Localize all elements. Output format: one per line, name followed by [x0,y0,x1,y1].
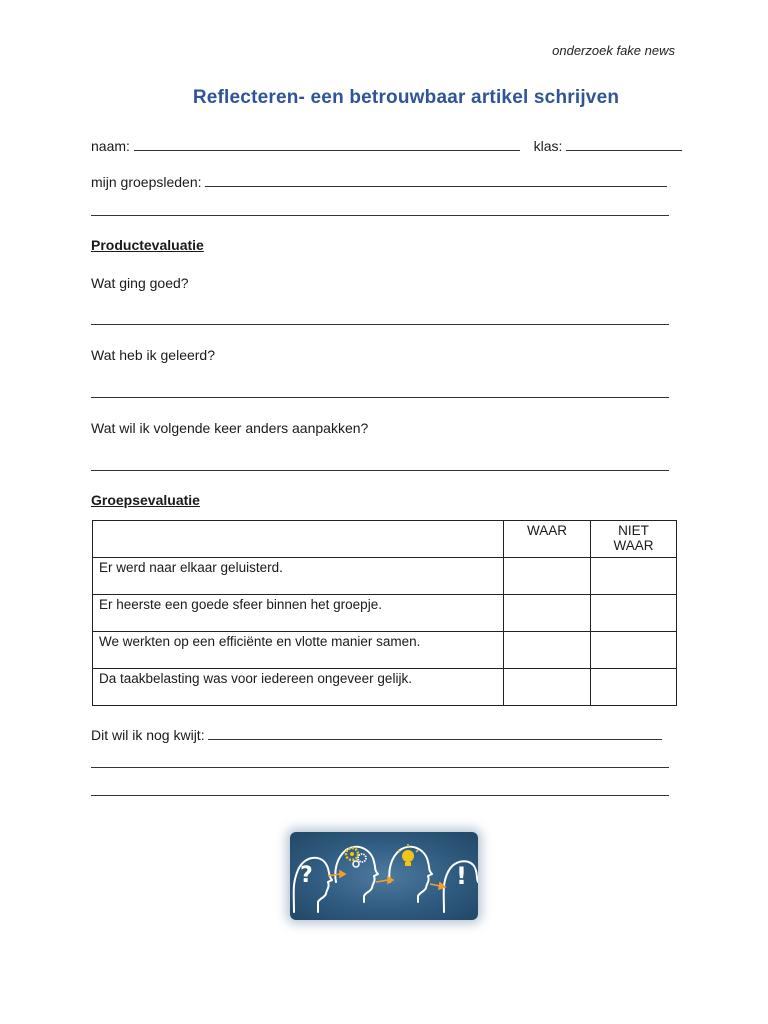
true-checkbox-cell[interactable] [504,632,591,669]
answer-line-do-differently[interactable] [91,470,669,471]
statement-cell: Er heerste een goede sfeer binnen het groepje. [93,595,504,632]
table-row [93,669,677,706]
name-field[interactable] [134,138,520,151]
remarks-label: Dit wil ik nog kwijt: [91,727,205,743]
arrow-right-icon [340,871,345,877]
page-title: Reflecteren- een betrouwbaar artikel schrijven [192,87,620,108]
question-mark-icon: ? [300,863,313,888]
header-note: onderzoek fake news [552,43,675,58]
true-checkbox-cell[interactable] [504,669,591,706]
name-label: naam: [91,138,130,154]
arrow-right-icon [376,880,388,882]
arrow-right-icon [430,884,440,886]
name-class-row [91,138,682,154]
group-members-label: mijn groepsleden: [91,174,202,190]
arrow-right-icon [388,877,393,883]
illustration-svg [290,832,478,920]
group-members-field-line-2[interactable] [91,215,669,216]
group-evaluation-heading: Groepsevaluatie [91,492,200,508]
table-header-not-true: NIET WAAR [591,521,677,558]
statement-cell: We werkten op een efficiënte en vlotte manier samen. [93,632,504,669]
not-true-checkbox-cell[interactable] [591,595,677,632]
not-true-checkbox-cell[interactable] [591,669,677,706]
answer-line-what-learned[interactable] [91,397,669,398]
product-evaluation-heading: Productevaluatie [91,237,204,253]
group-members-row [91,174,667,190]
table-row [93,558,677,595]
table-header-true: WAAR [504,521,591,558]
remarks-field-line-2[interactable] [91,767,669,768]
table-row [93,632,677,669]
statement-cell: Er werd naar elkaar geluisterd. [93,558,504,595]
class-label: klas: [533,138,563,154]
table-header-row [93,521,677,558]
remarks-field[interactable] [208,727,662,740]
heads-question-gears-lightbulb-exclamation-icon [290,832,478,920]
table-row [93,595,677,632]
remarks-row [91,727,662,743]
remarks-field-line-3[interactable] [91,795,669,796]
true-checkbox-cell[interactable] [504,595,591,632]
exclamation-mark-icon: ! [456,862,467,890]
group-evaluation-table [92,520,677,706]
table-header-statement [93,521,504,558]
class-field[interactable] [566,138,682,151]
not-true-checkbox-cell[interactable] [591,558,677,595]
answer-line-what-went-well[interactable] [91,324,669,325]
question-what-went-well: Wat ging goed? [91,275,189,291]
statement-cell: Da taakbelasting was voor iedereen ongeveer gelijk. [93,669,504,706]
true-checkbox-cell[interactable] [504,558,591,595]
gears-icon [346,848,366,867]
question-do-differently: Wat wil ik volgende keer anders aanpakken? [91,420,369,436]
question-what-learned: Wat heb ik geleerd? [91,347,215,363]
group-members-field[interactable] [205,174,667,187]
not-true-checkbox-cell[interactable] [591,632,677,669]
